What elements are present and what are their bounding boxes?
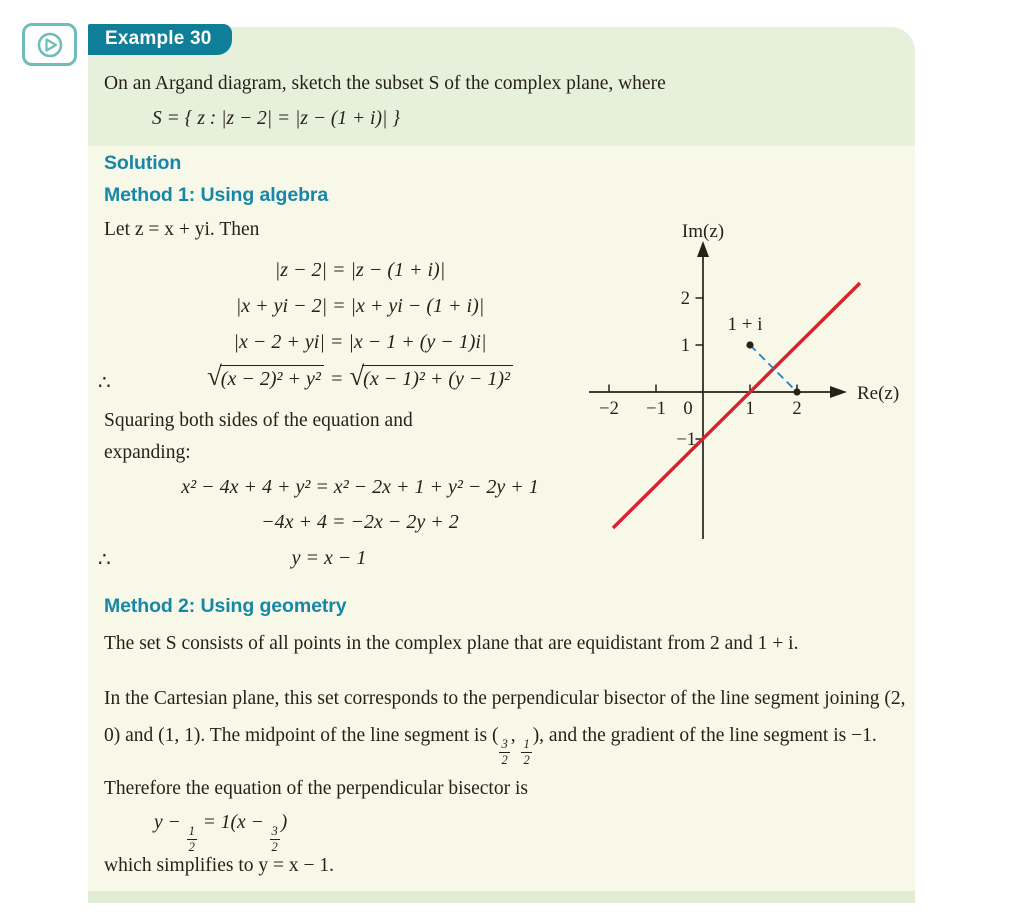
y-tick-label-neg1: −1 (676, 430, 696, 450)
midpoint-fraction-a: $\frac{3}{2}$ (501, 737, 508, 768)
solution-panel (88, 146, 915, 891)
example-badge (88, 24, 232, 55)
method2-para2-text: In the Cartesian plane, this set corresponds to the perpendicular bisector of the line segment joining (2, 0) and (1, 1). The midpoint of the line segment is ( (104, 688, 906, 746)
x-tick-label-neg2: −2 (599, 399, 619, 419)
point-2 (793, 388, 800, 395)
bisector-fraction-b: $\frac{3}{2}$ (271, 824, 278, 855)
im-axis-label: Im(z) (681, 221, 725, 242)
equation-7: y = x − 1 (291, 547, 367, 569)
bisector-equation (154, 811, 287, 854)
point-1-plus-i (746, 341, 753, 348)
problem-intro: On an Argand diagram, sketch the subset S of the complex plane, where (104, 73, 666, 94)
method2-para2-end: ), and the gradient of the line segment is −1. (532, 725, 877, 746)
play-icon (33, 30, 67, 60)
sqrt-symbol: √ (206, 361, 222, 391)
origin-label: 0 (683, 399, 693, 419)
example-badge-label: Example 30 (105, 28, 212, 49)
squaring-text-line1: Squaring both sides of the equation and (104, 410, 413, 431)
method2-para2 (104, 680, 908, 767)
equation-3: |x − 2 + yi| = |x − 1 + (y − 1)i| (233, 331, 487, 353)
solution-heading: Solution (104, 152, 182, 174)
therefore-symbol: ∴ (98, 372, 111, 394)
midpoint-fraction-b: $\frac{1}{2}$ (523, 737, 530, 768)
bisector-eq-part: y − (154, 812, 186, 833)
equation-4-sqrt (104, 361, 616, 392)
method2-para2-comma: , (510, 725, 521, 746)
play-video-button[interactable] (22, 23, 77, 66)
x-tick-label-neg1: −1 (646, 399, 666, 419)
method2-closing: which simplifies to y = x − 1. (104, 855, 334, 876)
equation-6: −4x + 4 = −2x − 2y + 2 (261, 511, 459, 533)
equation-2: |x + yi − 2| = |x + yi − (1 + i)| (235, 295, 485, 317)
y-tick-label-1: 1 (680, 336, 690, 356)
y-tick-label-2: 2 (680, 289, 690, 309)
problem-set-definition: S = { z : |z − 2| = |z − (1 + i)| } (152, 108, 400, 129)
bisector-eq-part: ) (280, 812, 288, 833)
method2-para3: Therefore the equation of the perpendicular bisector is (104, 778, 528, 799)
method1-let-line: Let z = x + yi. Then (104, 219, 260, 240)
sqrt-symbol: √ (349, 361, 365, 391)
therefore-symbol: ∴ (98, 549, 111, 571)
x-axis-arrowhead (830, 386, 847, 398)
method2-heading: Method 2: Using geometry (104, 595, 347, 617)
equation-4-equals: = (329, 368, 344, 390)
x-tick-label-1: 1 (745, 399, 755, 419)
re-axis-label: Re(z) (857, 383, 900, 404)
section-divider-strip (88, 891, 915, 903)
equation-5: x² − 4x + 4 + y² = x² − 2x + 1 + y² − 2y + 1 (181, 476, 539, 498)
method2-para1: The set S consists of all points in the complex plane that are equidistant from 2 and 1 + i. (104, 633, 799, 654)
bisector-eq-part: = 1(x − (197, 812, 269, 833)
squaring-text-line2: expanding: (104, 442, 191, 463)
y-axis-arrowhead (697, 241, 709, 257)
equation-1: |z − 2| = |z − (1 + i)| (274, 259, 446, 281)
x-tick-label-2: 2 (792, 399, 802, 419)
point-label-1-plus-i: 1 + i (727, 314, 763, 335)
bisector-fraction-a: $\frac{1}{2}$ (188, 824, 195, 855)
argand-diagram (575, 221, 915, 553)
method1-heading: Method 1: Using algebra (104, 184, 329, 206)
equation-4-lhs: (x − 2)² + y² (220, 365, 324, 390)
equation-4-rhs: (x − 1)² + (y − 1)² (362, 365, 513, 390)
